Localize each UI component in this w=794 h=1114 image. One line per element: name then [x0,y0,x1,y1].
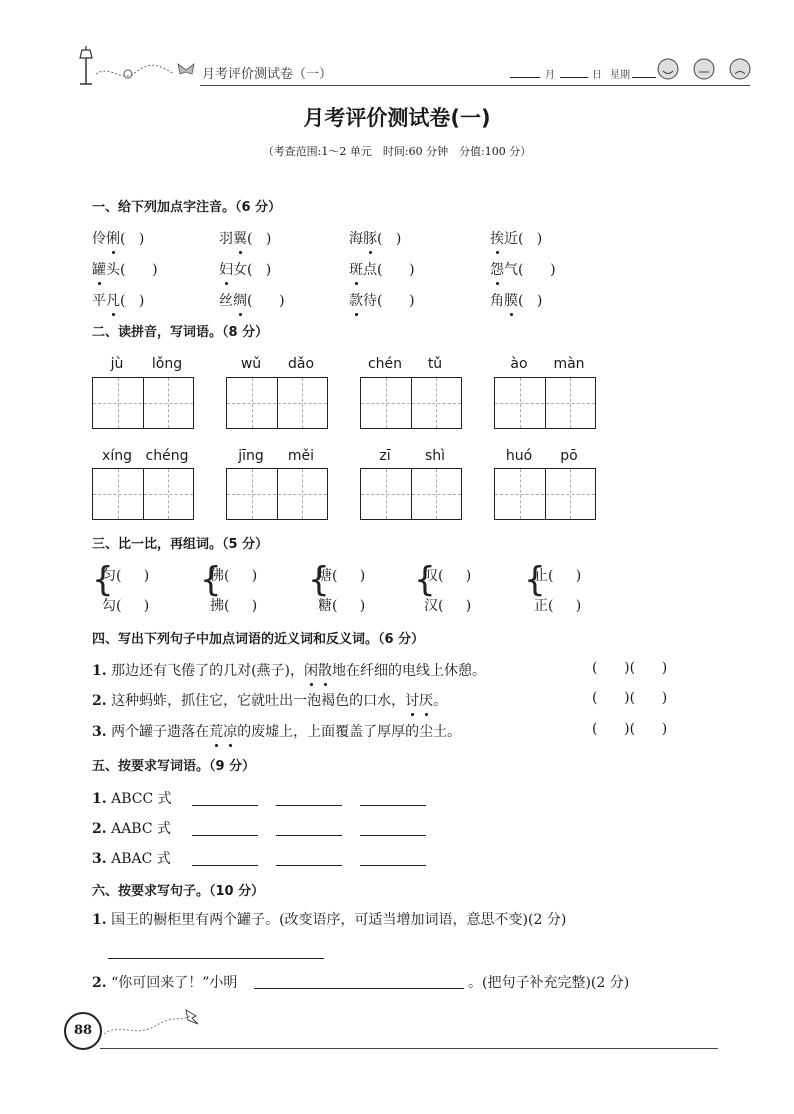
q1-answer-line[interactable] [108,958,324,959]
pinyin-item [92,259,158,279]
compare-word[interactable]: 糖( ) [318,598,366,614]
grid-line [93,494,193,495]
dotted-char: 款 [349,290,363,310]
section1-heading: 一、给下列加点字注音。（6 分） [92,200,282,215]
pinyin-item [349,259,415,279]
pinyin-label: xíng [102,448,132,464]
tianzige-box[interactable] [226,377,328,429]
item-text-post[interactable]: 待( ) [363,293,415,309]
lamp-decoration [66,44,216,92]
grid-line [227,494,327,495]
brace-icon: { [524,560,546,600]
dotted-char: 凉 [223,721,237,741]
dotted-char: 豚 [363,228,377,248]
brace-icon: { [92,560,114,600]
dotted-char: 绸 [233,290,247,310]
day-label: 日 [592,70,602,81]
compare-word[interactable]: 匀( ) [102,568,150,584]
item-text-post[interactable]: 女( ) [233,262,272,278]
dotted-char: 罐 [92,259,106,279]
dotted-char: 俐 [106,228,120,248]
page-subtitle: （考查范围:1～2 单元 时间:60 分钟 分值:100 分） [262,145,532,158]
grid-line [495,494,595,495]
dotted-char: 闲 [304,660,318,680]
sentence-number: 3. [92,724,107,740]
tianzige-box[interactable] [92,377,194,429]
dotted-char: 讨 [405,690,419,710]
pinyin-label: jù [110,356,124,372]
pinyin-item [349,228,401,248]
item-text-post[interactable]: ( ) [518,293,543,309]
word-task [92,788,172,808]
task-label: ABAC 式 [111,851,171,867]
pinyin-item [490,228,542,248]
sentence [92,721,461,741]
answer-blank[interactable] [360,805,426,806]
sentence [92,660,486,680]
answer-blank[interactable] [192,835,258,836]
pinyin-label: huó [505,448,533,464]
month-label: 月 [545,70,555,81]
header-title: 月考评价测试卷（一） [202,67,333,82]
item-text-pre: 羽 [219,231,233,247]
sentence-text: 地在纤细的电线上休憩。 [332,663,487,679]
item-text-pre: 海 [349,231,363,247]
compare-word[interactable]: 正( ) [534,598,582,614]
pinyin-label: měi [287,448,315,464]
pinyin-label: shì [424,448,446,464]
item-text-pre: 丝 [219,293,233,309]
grid-line [361,403,461,404]
section6-heading: 六、按要求写句子。（10 分） [92,884,265,899]
item-text-pre: 伶 [92,231,106,247]
answer-blank[interactable] [360,835,426,836]
task-number: 2. [92,821,107,837]
dotted-char: 妇 [219,259,233,279]
footer-rule [100,1048,718,1049]
pinyin-label: jīng [238,448,264,464]
compare-word[interactable]: 拂( ) [210,598,258,614]
pinyin-label: chéng [145,448,189,464]
item-text-post[interactable]: ( ) [377,231,402,247]
pinyin-label: màn [553,356,585,372]
answer-blank[interactable] [276,835,342,836]
pinyin-label: ào [510,356,528,372]
footer-bird-decoration [100,1004,210,1040]
item-text-post[interactable]: ( ) [120,231,145,247]
sentence-text: 两个罐子遗落在 [111,724,210,740]
dotted-char: 凡 [106,290,120,310]
dotted-char: 怨 [490,259,504,279]
word-task [92,848,171,868]
item-text-post[interactable]: ( ) [120,293,145,309]
q1-text: 国王的橱柜里有两个罐子。(改变语序，可适当增加词语，意思不变)(2 分) [111,912,567,928]
sentence-number: 2. [92,693,107,709]
answer-parens[interactable]: ( )( ) [592,690,668,706]
header-rule [200,85,750,86]
pinyin-label: tǔ [427,356,443,372]
task-number: 1. [92,791,107,807]
dotted-char: 挨 [490,228,504,248]
section4-heading: 四、写出下列句子中加点词语的近义词和反义词。（6 分） [92,632,425,647]
word-task [92,818,171,838]
item-text-post[interactable]: 头( ) [106,262,158,278]
tianzige-box[interactable] [92,468,194,520]
weekday-blank [632,77,656,78]
item-text-post[interactable]: ( ) [247,231,272,247]
sentence-text: 这种蚂蚱，抓住它，它就吐出一泡褐色的口水， [111,693,406,709]
day-blank [560,77,588,78]
dotted-char: 斑 [349,259,363,279]
item-text-pre: 角 [490,293,504,309]
tianzige-box[interactable] [360,377,462,429]
pinyin-label: zī [379,448,391,464]
item-text-post[interactable]: 点( ) [363,262,415,278]
section5-heading: 五、按要求写词语。（9 分） [92,759,256,774]
dotted-char: 散 [318,660,332,680]
dotted-word [304,663,332,679]
pinyin-item [490,259,556,279]
compare-word[interactable]: 佛( ) [210,568,258,584]
task-label: AABC 式 [111,821,172,837]
pinyin-item [219,290,285,310]
answer-blank[interactable] [192,865,258,866]
q2-text-post: 。(把句子补充完整)(2 分) [468,975,630,991]
brace-icon: { [308,560,330,600]
compare-word[interactable]: 汉( ) [424,598,472,614]
compare-word[interactable]: 叹( ) [424,568,472,584]
compare-word[interactable]: 勾( ) [102,598,150,614]
answer-blank[interactable] [360,865,426,866]
grid-line [227,403,327,404]
pinyin-label: pō [560,448,578,464]
task-label: ABCC 式 [111,791,172,807]
section6-q2 [92,972,237,992]
compare-word[interactable]: 塘( ) [318,568,366,584]
item-text-post[interactable]: 近( ) [504,231,543,247]
pinyin-label: lǒng [151,356,183,372]
sentence-text: 。 [433,693,448,709]
grid-line [93,403,193,404]
answer-blank[interactable] [276,805,342,806]
item-text-pre: 平 [92,293,106,309]
tianzige-box[interactable] [226,468,328,520]
section2-heading: 二、读拼音，写词语。（8 分） [92,325,269,340]
grid-line [361,494,461,495]
brace-icon: { [200,560,222,600]
dotted-char: 厌 [419,690,433,710]
dotted-word [405,693,433,709]
dotted-char: 荒 [209,721,223,741]
tianzige-box[interactable] [494,468,596,520]
dotted-char: 膜 [504,290,518,310]
tianzige-box[interactable] [360,468,462,520]
tianzige-box[interactable] [494,377,596,429]
brace-icon: { [414,560,436,600]
pinyin-item [349,290,415,310]
q2-number: 2. [92,975,107,991]
section6-q1 [92,909,566,929]
q2-answer-line[interactable] [254,988,464,989]
grid-line [495,403,595,404]
q1-number: 1. [92,912,107,928]
pinyin-item [92,290,144,310]
pinyin-label: chén [367,356,403,372]
pinyin-item [490,290,542,310]
pinyin-label: dǎo [287,356,315,372]
answer-parens[interactable]: ( )( ) [592,660,668,676]
sentence-text: 的废墟上，上面覆盖了厚厚的尘土。 [237,724,462,740]
dotted-char: 翼 [233,228,247,248]
month-blank [510,77,540,78]
answer-parens[interactable]: ( )( ) [592,721,668,737]
pinyin-item [92,228,144,248]
dotted-word [209,724,237,740]
item-text-post[interactable]: 气( ) [504,262,556,278]
compare-word[interactable]: 止( ) [534,568,582,584]
page-number: 88 [64,1012,102,1050]
mood-faces-icon [656,56,756,82]
q2-text-pre: “你可回来了！”小明 [111,975,238,991]
pinyin-item [219,259,271,279]
sentence-text: 那边还有飞倦了的几对(燕子)， [111,663,305,679]
sentence [92,690,447,710]
sentence-number: 1. [92,663,107,679]
answer-blank[interactable] [276,865,342,866]
section3-heading: 三、比一比，再组词。（5 分） [92,537,269,552]
page-title: 月考评价测试卷(一) [303,106,491,130]
pinyin-item [219,228,271,248]
weekday-label: 星期 [610,70,630,81]
item-text-post[interactable]: ( ) [247,293,285,309]
pinyin-label: wǔ [240,356,262,372]
answer-blank[interactable] [192,805,258,806]
task-number: 3. [92,851,107,867]
